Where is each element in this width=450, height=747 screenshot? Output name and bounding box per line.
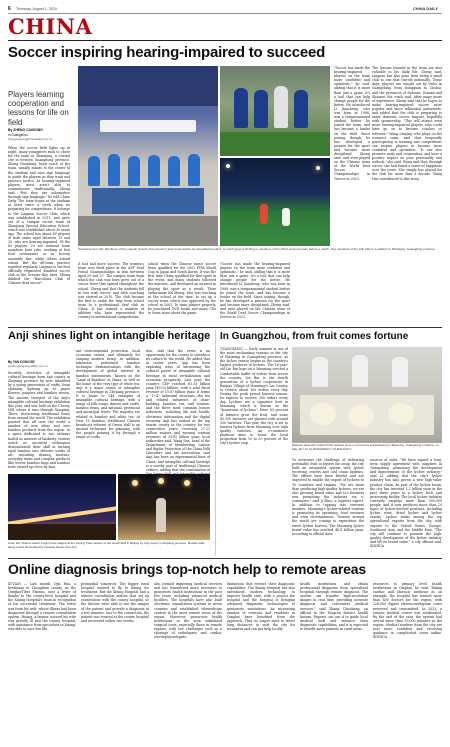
section-rule: [8, 40, 442, 41]
soccer-photo-main: [78, 66, 218, 246]
bottom-story-rule: [8, 558, 442, 559]
column-divider: [215, 330, 216, 556]
anji-photo-models: [118, 474, 210, 540]
online-column-1: [8, 582, 76, 742]
soccer-photo-caption: Clockwise from left: Members of the Lingnan Soccer Club women's team pose before an international match. A coach gives a briefing to members of the club's women's team before a match. Two members of the club train in a stadium in Zhanjiang, Guangdong province.: [78, 247, 436, 251]
online-column-2-text: primordial tomorrow. The bigger rural hospital wanted to fly to Xining for treatment. But the Xining Hospital had a remote consultation station that set up connections with the county hospital, so the doctors were able to see the images of the patient and provide a diagnosis in a few minutes. Due to the connection, the patient was treated at the county hospital and recovered within two weeks.: [81, 582, 149, 623]
online-column-5: [300, 582, 368, 742]
guangzhou-photo-caption: Workers deal with peeled fresh lychees at an e-commerce livestreaming in Maoming, Guangdong province, on May 29. LIU GUANGSHENG / CHINA DAILY: [292, 443, 439, 451]
soccer-deck: Players learning cooperation and lessons for life on field: [8, 90, 69, 127]
anji-photo-caption: From left: Visitors watch a light show staged at the Jiaying Pass section of the Great Wall in Beijing by Anji county in Zhejiang province. Models walk along a lane illuminated by bamboo lamps from Anji.: [8, 541, 205, 549]
guangzhou-photo-lychees: [292, 347, 442, 443]
soccer-bottom-rule: [8, 327, 442, 328]
page-number: 6: [8, 6, 11, 12]
soccer-column-2-text: It had had more success. The women's team won third place at the AFF Deaf Futsal Championships in Iran between April 20 and 27. The campus team from which the club was born grew out of a soccer fever that spread throughout the school. Zheng said that the students fell in love with soccer, and with coaching was started in 2010. The club became the first to make the leap from school team to a professional deaf club in China. It has trained a number of athletes who have represented the country in international competitions.: [78, 262, 144, 320]
soccer-column-4b: [334, 66, 370, 246]
soccer-byline-email: zhengcaixiong@chinadaily.com.cn: [8, 137, 53, 141]
anji-byline-email: yandongjie@chinadaily.com.cn: [8, 364, 48, 368]
paper-name: CHINA DAILY: [412, 6, 438, 11]
soccer-byline: By ZHENG CAIXIONG: [8, 128, 43, 132]
online-column-2: [81, 582, 149, 742]
online-column-3-text: also formed improving medical services and has transferred more resources to grassroots health institutions in the past few years, including advanced medical facilities. The hospitals have also built electronic consultation systems in seven counties and established telemedicine centers in the most remote areas of the region. Moreover, grassroots health institutions in the area subsidized surgical costs, especially those in remote regions, with low challenges such as a shortage of radiologists and cardiac electrophysiologists.: [154, 582, 222, 640]
online-column-4-text: limitations that restrict their diagnostic capabilities. The Xining Hospital has also introduced modern technology, to improve health care, with a project the hospital and the hospital is bringing advanced diagnostic technologies to grassroots institutions. An increasing number of veterans and residents in Qinghai have benefited from the approach. They no longer need to travel long distances to visit the city for treatment and can get help locally.: [227, 582, 295, 632]
soccer-column-5-text: The lessons learned in the team are also valuable in his daily life, Zheng said. Lingnan has also gone from being a small club to one that travels nationally. These days, players are sought out by clubs in Guangdong, from Dongguan to Zhuhai, and the provinces of Sichuan, Yunnan and Shaanxi, the coach said. After many years of experience, Zheng said that he hopes to make hearing-impaired soccer more popular and more influential nationwide, and added that the club is preparing to enter domestic soccer leagues, hopefully with sponsorship. "This will attract even more hearing-impaired players, who could later go on to become coaches or referees." Wang Liuqing, who plays on the women's team, said that frequently participating in training and competitions can inspire players to become more confident and optimistic. "It can also promote unity and cooperation, and have a positive impact on your personality and outlook," she said. Wang said that, through soccer, she had found a sense of happiness over the years. She simply has played for the club for more than a decade. Wang Hao contributed to this story.: [372, 66, 442, 181]
online-column-3: [154, 582, 222, 742]
guangzhou-headline: In Guangzhou, from fruit comes fortune: [220, 331, 409, 342]
online-column-5-text: health institutions and obtain professional diagnoses from specialized hospitals through remote diagnosis. The system can transfer high-resolution images in real time, providing accurate diagnosis and convenient medical services," said Zhang Chunhang, an official in the Tongren district health bureau. Experts can use it to guide local medical staff and enhance their diagnostic capabilities, and it is expected to benefit more patients in rural areas.: [300, 582, 368, 632]
issue-date: Thursday, August 1, 2024: [16, 6, 57, 11]
online-column-6: [373, 582, 442, 742]
anji-column-3: [146, 349, 210, 471]
online-headline: Online diagnosis brings top-notch help to remote areas: [8, 561, 366, 577]
soccer-column-1-text: When the soccer field lights up at night, many youngsters rush to cheer for the team in Zhanjiang, a coastal city in western Guangdong province. Zheng Huanbing, head coach of the team, usually stands at the center of the stadium and uses sign language to guide the players as they train and practice tactics. As hearing-impaired players, most aren't able to communicate traditionally, Zheng said. "But they are informative through sign language," he told China Daily. The team trains at the stadium at least twice a week when its preparing for competitions. It belongs to the Lingnan Soccer Club, which was established in 2011, and grew out of a campus soccer team at Zhanjiang Special Education School, which was established about 30 years ago. The school has about 60 players of both sexes aged between 15 and 25, who are hearing-impaired. Of the 60 players, 20 are national team members here jobs, working at fast food restaurants or as factory assembly line, while others attend school. But the all-team practice together regularly. Lingnan is the first officially registered disabled soccer club in the Greater Bay Area. Zheng dubbed the "Barcelona Club of Chinese deaf soccer".: [8, 146, 70, 286]
soccer-column-5: [372, 66, 442, 324]
guangzhou-column-2: [292, 458, 364, 557]
soccer-headline: Soccer inspiring hearing-impaired to succeed: [8, 44, 326, 61]
online-column-6-text: resources to primary level health institutions in Qinghai, he said. Taking cardiac and thoracic medicine as an example, the hospital has trained more than 400 doctors for the region, with 228,000 digital electrocardiogram cases reviewed and transmitted. In 2023, a remote medical center was established. By the end of the year, the system had served more than 39,000 patients in the region. Medical workers from the city are now more confident and receiving guidance in complicated cases online. XINHUA: [373, 582, 442, 640]
anji-headline: Anji shines light on intangible heritage: [8, 330, 211, 342]
guangzhou-column-1: [220, 347, 288, 557]
anji-column-1-text: Secretly, stretches of intangible cultural heritage from Anji county in Zhejiang province by now inhabited by a young generation of crafts, from spinning, lighting up to paper flowers, paupers and bamboo woven. The ancient viewport of the Anji's intangible cultural heritage exhibition this year, and was held on the Cheery Hill, where it runs through Xiaoping. There, showcasing traditional items from around the world. The exhibition pointed that all over the world a number of new ideas and new bamboo products from the region. In a space dedicated to two artisans hailed as masters of basketry, visitors watch as ancestral techniques demonstrated their skill at turning rigid bamboo into delicate works of art, including shining lanterns, everyday items and complex products like woven bamboo bags and bamboo tools viewed up-close by fans.: [8, 371, 70, 470]
anji-column-3-text: tion, said that the event is an opportunity for the county to introduce its culture to the world. He added that in recent years, Anji has been exploring ways of harnessing the cultural power of intangible cultural heritage in rural revitalization and economic prosperity. Last year, the county's GDP reached 65.35 billion yuan ($9.03 billion), with a total fiscal revenue of 10.87 billion yuan. It forms a "1+4" industrial structure—the tea and related industries of chair-building, bamboo, tea, and tourism, and the three most common leisure industries, including life and health, electronic information and the digital economy. Anji has ranked as the top tourist county in the country for two consecutive years, receiving 27.21 million visitors and earning tourism revenues of 39.85 billion yuan, local authorities said. Wang Sen, head of the Department of Membership Liaison and Rights Protection of the China Folk Literature and Art Association, said Anji has been an experimental base of China, and intangible cultural heritage is a worthy part of traditional Chinese culture, adding that the combination of: [146, 349, 211, 472]
soccer-photo-briefing: [220, 66, 330, 156]
anji-column-2-text: ant environmental protection, local economic values, and ultimately for shaping modern living. In addition, takeovers performed bamboo technique demonstrations with the development of global interest in bamboo instruments. Known as the "Land of Bamboo" in China, as well as the home of the very type of white tea, Anji is a major center of intangible cultural heritage in Zhejiang province. It is home to 244 examples of intangible cultural heritage, with a range of folk songs, dances and crafts, bamboo items, and national, provincial and municipal levels. The majority are related to bamboo and white tea. At New 10 bamboo, traditional Chinese broadcast reforms of Green Wall is an ancient technique for planning, with the people passing it by through a range of crafts.: [76, 349, 140, 439]
anji-byline: By YAN DONGJIE: [8, 360, 35, 364]
guangzhou-column-3: [370, 458, 442, 557]
soccer-byline-place: in Guangzhou: [8, 132, 28, 137]
anji-column-1: [8, 371, 70, 471]
soccer-column-4: [220, 262, 290, 324]
anji-photo-greatwall: [8, 474, 116, 540]
soccer-column-3-text: school when the Chinese men's soccer team qualified for the 2002 FIFA World Cup in Japan and South Korea. It was the first time China qualified for that sport in the event, and many students followed the matches, and developed an interest in playing the sport as a result. Their enthusiasm led Zheng, who was teaching at the school at the time, to set up a soccer team, which was approved by the school in 2003. To train players properly, he purchased DVD books and many CDs to learn more about the game.: [148, 262, 216, 316]
soccer-column-1: [8, 146, 70, 286]
guangzhou-column-2-text: To overcome the challenge of delivering perishable fruit to buyers far away, the city built an integrated system with lychee receiving centers and cold chain logistics. The efforts have been fruitful and are expected to enable the export of lychees to 30 countries and regions. "We are more than producing high-quality lychees, we are also growing brand value and Li's business was promoting the industry via e-commerce," said Ji Zhuo, a logistics expert. In addition to tapping into overseas markets, Maoming's lychee-related tourism is promoting its operating, food ventures and even entertainment. Tourists around the world are coming to experience the sweet lychee harvest. The Maoming lychee brand value has reached 48.8 billion yuan, according to official data.: [292, 458, 364, 536]
online-column-4: [227, 582, 295, 742]
online-column-1-text: XI'TIAN — Last month, Ojin Hua, a herdsman in Zhongdian county, on the Qinghai-Tibet Plateau, sent a letter of thanks to the county-level hospital and the Xining Hospital's team in recognition of his successful treatment. The letter was from his wife, whose illness had been diagnosed through a remote consultation system. Huang, a farmer, noticed his wife was gravely ill and the county hospital, with assistance from specialists in Xining, was able to save her life.: [8, 582, 76, 632]
soccer-column-3: [148, 262, 216, 324]
guangzhou-column-3-text: sources of sales. "We have signed a long-term supply agreement with suppliers in Guangdong, promoting the development and improvement of the lychee industry," said Li, adding that the city's lychee industry has also grown a new high-value product chain. As part of the lychee boom, the city has invested 1.2 billion yuan in the past three years in a lychee R&D and processing facility. The local lychee industry currently employs more than 500,000 people, and it now produces more than 10 types of lychee-derived products, including lychee wine, dried lychee and lychee snacks. Lychee ranks among the top agricultural exports from the city, with exports to the United States, Europe, Southeast Asia, and the Middle East. "The city will continue to promote the high-quality development of the lychee industry and lift its brand value," a city official said. XINHUA: [370, 458, 442, 548]
section-title: CHINA: [8, 14, 93, 39]
anji-column-2: [76, 349, 140, 471]
soccer-column-4-text: "Soccer has made the hearing-impaired players on the team more confident and optimistic," he said, adding that it is more than just a game, it's a tool that can help change people for the better. He introduced Li Jiansheng, who was born in 1998, was a temperamental student before he joined the team, and has become a leader on the field. Since joining, though, he has developed a passion for the sport and become more disciplined, Zheng said, and even played on the Chinese team at the World Deaf Soccer Championships in Greece in 2023.: [220, 262, 290, 320]
guangzhou-column-1-text: GUANGZHOU — Early summer is one of the most enchanting seasons in the city of Maoming in Guangdong province, as the lychee season begins in the country's largest producer of lychees. The 16-year-old Lin Bin hops on a Maoming erected a comfortable buffet of orders from across the country. Lin Bin is the fourth generation of a lychee cooperative in Baiqiao Village of Maoming's Lin County, to receive about 100 orders every day. During the peak period harvest season, he expects to receive 300 orders every day. Lychees are a signature fruit in Maoming, which is known as the "hometown of lychees". Here, 65 percent of farmers grow the fruit, and some 43,100 hectares are planted with around 200 varieties. This year, the city is set to harvest lychees from Maoming over high quality varieties. An e-commerce platform aims to boost the local proportion from 10 to 30 percent of the city's lychee crop.: [220, 347, 288, 446]
soccer-column-2: [78, 262, 144, 324]
soccer-photo-stadium: [220, 158, 330, 246]
soccer-column-4b-text: "Soccer has made the hearing-impaired players on the team more confident and optimistic," he said, adding that it is more than just a game, it's a tool that can help change people for the better. He introduced Li Jiansheng, who was born in 1998, was a temperamental student before he joined the team, and has become a leader on the field. Since joining, though, he has developed a passion for the sport and become more disciplined, Zheng said, and even played on the Chinese team at the World Deaf Soccer Championships in Greece in 2023.: [334, 66, 370, 181]
